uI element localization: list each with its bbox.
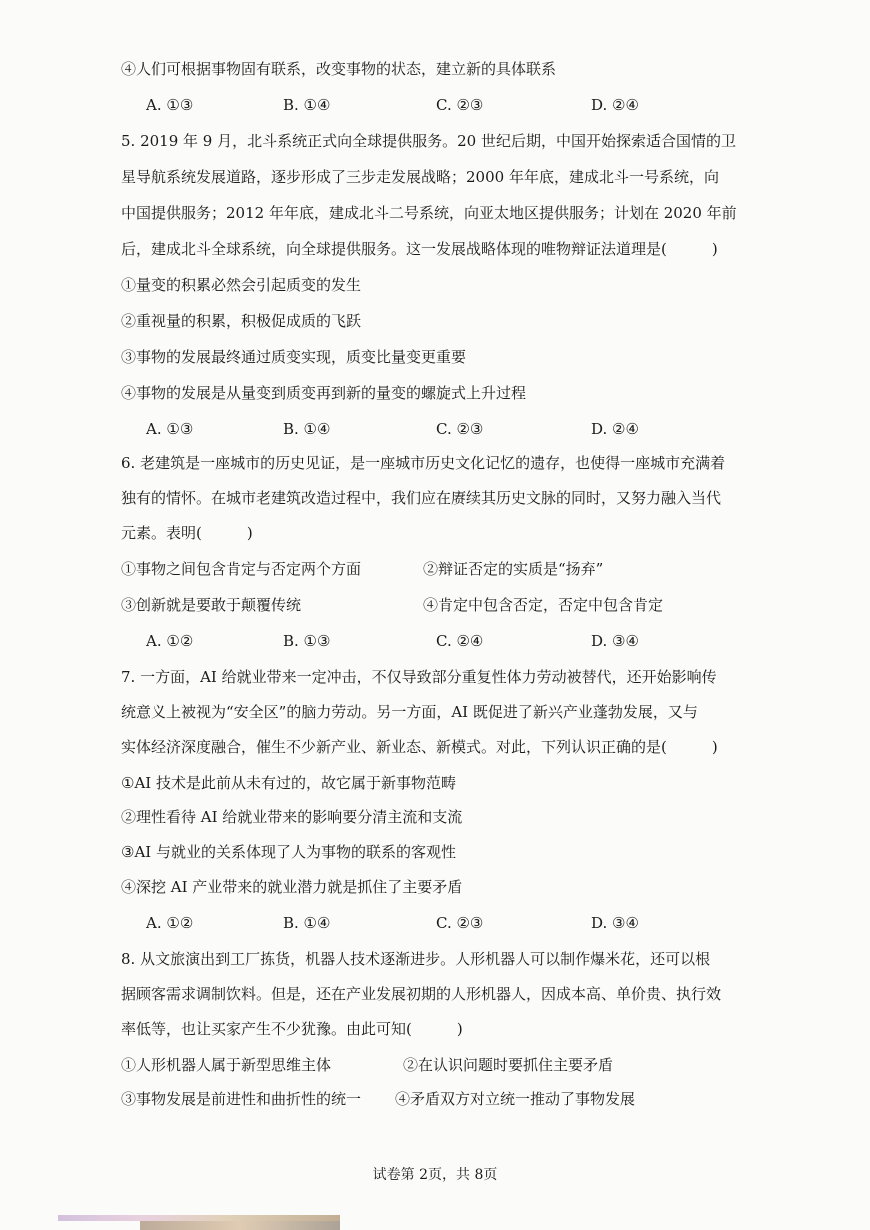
q5-stem-line: 后，建成北斗全球系统，向全球提供服务。这一发展战略体现的唯物辩证法道理是( )	[121, 240, 718, 258]
q7-item-3: ③AI 与就业的关系体现了人为事物的联系的客观性	[121, 843, 456, 861]
q5-stem-line: 星导航系统发展道路，逐步形成了三步走发展战略；2000 年年底，建成北斗一号系统，向	[121, 168, 719, 186]
q6-items-row-1	[121, 558, 761, 580]
q6-options	[146, 630, 766, 652]
q6-option-c: C. ②④	[436, 632, 484, 650]
q6-item-4: ④肯定中包含否定，否定中包含肯定	[423, 596, 664, 614]
q8-item-2: ②在认识问题时要抓住主要矛盾	[403, 1056, 614, 1074]
q6-option-b: B. ①③	[283, 632, 331, 650]
q5-item-1: ①量变的积累必然会引起质变的发生	[121, 276, 362, 294]
q7-stem-line: 统意义上被视为“安全区”的脑力劳动。另一方面，AI 既促进了新兴产业蓬勃发展，又与	[121, 703, 698, 721]
q5-item-3: ③事物的发展最终通过质变实现，质变比量变更重要	[121, 348, 467, 366]
q8-item-3: ③事物发展是前进性和曲折性的统一	[121, 1090, 362, 1108]
q5-option-c: C. ②③	[436, 420, 484, 438]
q4-item-4: ④人们可根据事物固有联系，改变事物的状态，建立新的具体联系	[121, 60, 557, 78]
q4-option-d: D. ②④	[591, 96, 639, 114]
scan-artifact	[140, 1221, 340, 1230]
q7-stem-line: 7. 一方面，AI 给就业带来一定冲击，不仅导致部分重复性体力劳动被替代，还开始影响传	[121, 668, 717, 686]
q6-items-row-2	[121, 594, 761, 616]
q8-stem-line: 率低等，也让买家产生不少犹豫。由此可知( )	[121, 1020, 463, 1038]
q5-option-d: D. ②④	[591, 420, 639, 438]
q4-option-a: A. ①③	[146, 96, 194, 114]
q6-stem-line: 独有的情怀。在城市老建筑改造过程中，我们应在赓续其历史文脉的同时，又努力融入当代	[121, 489, 722, 507]
q6-item-2: ②辩证否定的实质是“扬弃”	[423, 560, 604, 578]
q7-item-4: ④深挖 AI 产业带来的就业潜力就是抓住了主要矛盾	[121, 878, 463, 896]
q5-stem-line: 5. 2019 年 9 月，北斗系统正式向全球提供服务。20 世纪后期，中国开始探索适合国情的卫	[121, 132, 736, 150]
q6-option-d: D. ③④	[591, 632, 639, 650]
q6-stem-line: 元素。表明( )	[121, 524, 253, 542]
q7-item-1: ①AI 技术是此前从未有过的，故它属于新事物范畴	[121, 774, 456, 792]
q7-stem-line: 实体经济深度融合，催生不少新产业、新业态、新模式。对此，下列认识正确的是( )	[121, 738, 718, 756]
q7-option-d: D. ③④	[591, 914, 639, 932]
q6-item-1: ①事物之间包含肯定与否定两个方面	[121, 560, 362, 578]
q8-item-4: ④矛盾双方对立统一推动了事物发展	[395, 1090, 636, 1108]
q5-option-a: A. ①③	[146, 420, 194, 438]
q7-option-a: A. ①②	[146, 914, 194, 932]
q8-stem-line: 据顾客需求调制饮料。但是，还在产业发展初期的人形机器人，因成本高、单价贵、执行效	[121, 985, 722, 1003]
q6-item-3: ③创新就是要敢于颠覆传统	[121, 596, 302, 614]
q7-option-c: C. ②③	[436, 914, 484, 932]
q5-item-2: ②重视量的积累，积极促成质的飞跃	[121, 312, 362, 330]
q8-item-1: ①人形机器人属于新型思维主体	[121, 1056, 332, 1074]
q4-options	[146, 94, 766, 116]
q5-option-b: B. ①④	[283, 420, 331, 438]
q5-stem-line: 中国提供服务；2012 年年底，建成北斗二号系统，向亚太地区提供服务；计划在 2020 年前	[121, 204, 737, 222]
q7-option-b: B. ①④	[283, 914, 331, 932]
q8-items-row-2	[121, 1088, 761, 1110]
q4-option-c: C. ②③	[436, 96, 484, 114]
q6-stem-line: 6. 老建筑是一座城市的历史见证，是一座城市历史文化记忆的遗存，也使得一座城市充满着	[121, 454, 726, 472]
q5-item-4: ④事物的发展是从量变到质变再到新的量变的螺旋式上升过程	[121, 384, 527, 402]
q4-option-b: B. ①④	[283, 96, 331, 114]
q7-options	[146, 912, 766, 934]
q8-stem-line: 8. 从文旅演出到工厂拣货，机器人技术逐渐进步。人形机器人可以制作爆米花，还可以根	[121, 950, 711, 968]
q6-option-a: A. ①②	[146, 632, 194, 650]
q8-items-row-1	[121, 1054, 761, 1076]
page-footer: 试卷第 2页，共 8页	[372, 1167, 498, 1183]
q5-options	[146, 418, 766, 440]
q7-item-2: ②理性看待 AI 给就业带来的影响要分清主流和支流	[121, 808, 463, 826]
